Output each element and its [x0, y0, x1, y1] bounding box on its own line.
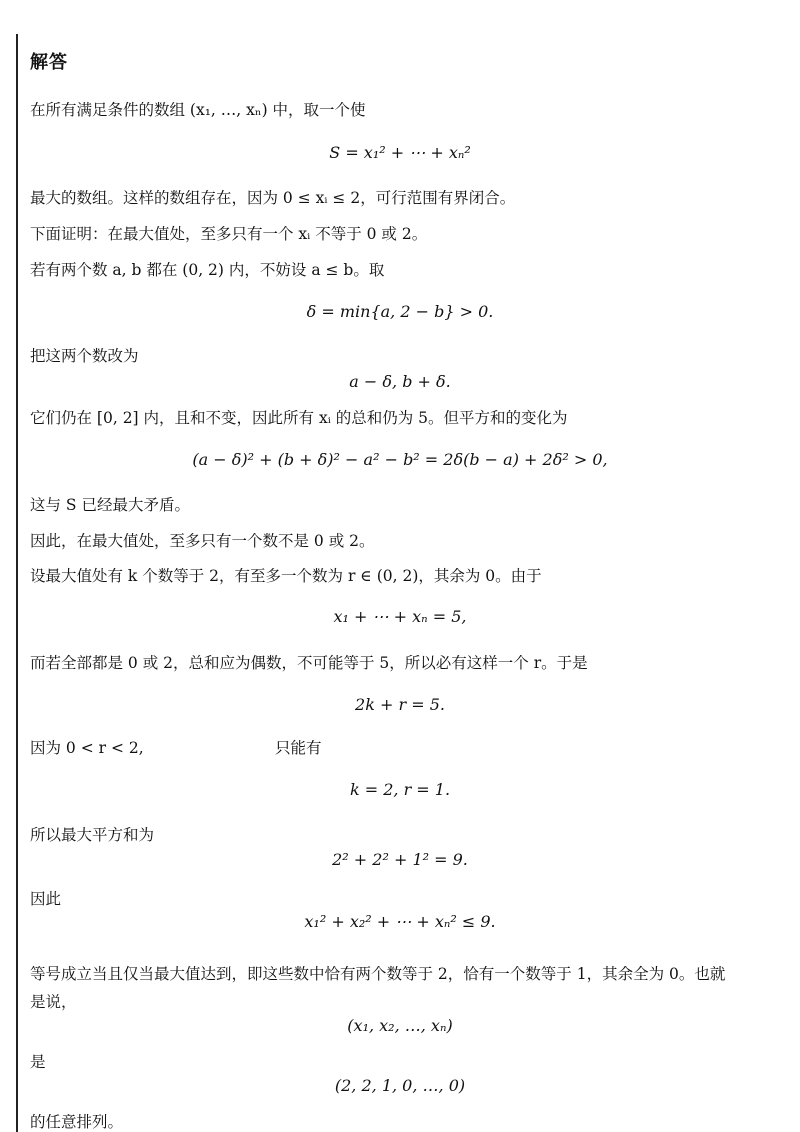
math-display: 2² + 2² + 1² = 9. [332, 850, 468, 869]
math-display: x₁ + ⋯ + xₙ = 5, [333, 607, 467, 626]
text-line: 所以最大平方和为 [30, 826, 155, 844]
math-display: (a − δ)² + (b + δ)² − a² − b² = 2δ(b − a) + 2δ² > 0, [192, 450, 608, 469]
left-border-line [16, 34, 18, 1132]
text-line: 把这两个数改为 [30, 347, 139, 365]
math-display: (x₁, x₂, …, xₙ) [347, 1016, 453, 1035]
text-line: 在所有满足条件的数组 (x₁, …, xₙ) 中，取一个使 [30, 101, 366, 119]
math-display: x₁² + x₂² + ⋯ + xₙ² ≤ 9. [304, 912, 496, 931]
math-display: (2, 2, 1, 0, …, 0) [334, 1076, 466, 1095]
text-line: 这与 S 已经最大矛盾。 [30, 496, 190, 514]
text-line: 设最大值处有 k 个数等于 2，有至多一个数为 r ∈ (0, 2)，其余为 0。由于 [30, 567, 542, 585]
math-display: 2k + r = 5. [355, 695, 445, 714]
text-line: 若有两个数 a, b 都在 (0, 2) 内，不妨设 a ≤ b。取 [30, 261, 385, 279]
text-line: 因此，在最大值处，至多只有一个数不是 0 或 2。 [30, 532, 375, 550]
text-line: 等号成立当且仅当最大值达到，即这些数中恰有两个数等于 2，恰有一个数等于 1，其余全为 0。也就 [30, 965, 726, 983]
text-line: 因此 [30, 890, 62, 908]
text-line: 下面证明：在最大值处，至多只有一个 xᵢ 不等于 0 或 2。 [30, 225, 428, 243]
math-display: k = 2, r = 1. [349, 780, 451, 799]
text-line: 最大的数组。这样的数组存在，因为 0 ≤ xᵢ ≤ 2，可行范围有界闭合。 [30, 189, 516, 207]
text-line: 它们仍在 [0, 2] 内，且和不变，因此所有 xᵢ 的总和仍为 5。但平方和的变化为 [30, 409, 568, 427]
text-line: 的任意排列。 [30, 1113, 124, 1131]
text-line: 是说， [30, 993, 77, 1011]
text-line: 只能有 [275, 739, 322, 757]
text-line: 是 [30, 1053, 46, 1071]
text-line: 因为 0 < r < 2, [30, 739, 144, 757]
text-line: 而若全部都是 0 或 2，总和应为偶数，不可能等于 5，所以必有这样一个 r。于是 [30, 654, 588, 672]
math-display: a − δ, b + δ. [349, 372, 451, 391]
math-display: S = x₁² + ⋯ + xₙ² [329, 143, 471, 162]
solution-heading: 解答 [30, 52, 68, 73]
math-display: δ = min{a, 2 − b} > 0. [306, 302, 494, 321]
